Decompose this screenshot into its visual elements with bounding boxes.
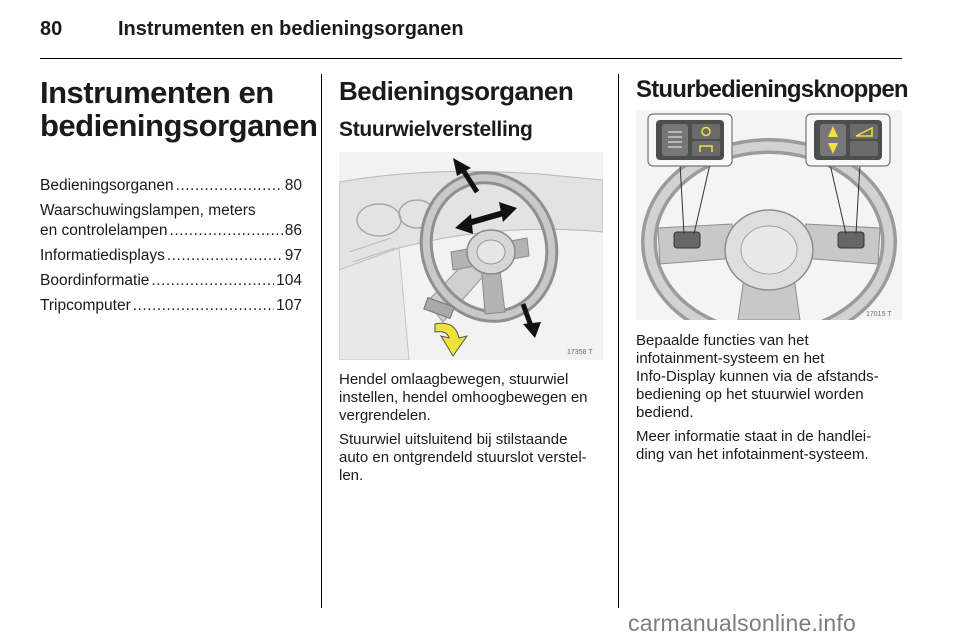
chapter-title-line: Instrumenten en <box>40 75 274 110</box>
toc-line <box>40 221 302 241</box>
text-line: Meer informatie staat in de handlei- <box>636 428 872 445</box>
column-divider <box>321 74 322 608</box>
figure-id: 17358 T <box>567 349 593 356</box>
text-line: len. <box>339 467 364 484</box>
paragraph <box>636 332 902 422</box>
column-divider <box>618 74 619 608</box>
steering-buttons-text <box>636 332 902 470</box>
toc-leader-dots <box>167 246 283 266</box>
chapter-title <box>40 75 318 143</box>
subsection-title: Stuurwielverstelling <box>339 118 533 141</box>
running-header-title: Instrumenten en bedieningsorganen <box>118 18 464 40</box>
toc-entry-title: Tripcomputer <box>40 297 131 314</box>
steering-adjustment-text <box>339 371 605 491</box>
toc-entry-page: 86 <box>284 222 302 239</box>
text-line: Info-Display kunnen via de afstands- <box>636 368 879 385</box>
toc-leader-dots <box>170 221 283 241</box>
toc-leader-dots <box>176 176 283 196</box>
chapter-title-line: bedieningsorganen <box>40 108 318 143</box>
toc-entry[interactable] <box>40 271 302 291</box>
toc-line <box>40 271 302 291</box>
toc-entry[interactable] <box>40 246 302 266</box>
text-line: bediend. <box>636 404 694 421</box>
toc-leader-dots <box>133 296 274 316</box>
figure-id: 17015 T <box>866 311 892 318</box>
paragraph <box>339 371 605 425</box>
toc-entry-title: Boordinformatie <box>40 272 150 289</box>
paragraph <box>636 428 902 464</box>
toc-entry-title: Bedieningsorganen <box>40 177 174 194</box>
text-line: Stuurwiel uitsluitend bij stilstaande <box>339 431 568 448</box>
toc-entry-page: 104 <box>276 272 302 289</box>
text-line: Bepaalde functies van het <box>636 332 809 349</box>
toc-entry-page: 80 <box>284 177 302 194</box>
toc-entry[interactable] <box>40 296 302 316</box>
toc-entry-page: 107 <box>276 297 302 314</box>
watermark: carmanualsonline.info <box>628 610 856 636</box>
page-number: 80 <box>40 18 63 40</box>
section-title: Bedieningsorganen <box>339 76 574 106</box>
text-line: ding van het infotainment-systeem. <box>636 446 869 463</box>
toc-entry-title: Informatiedisplays <box>40 247 165 264</box>
steering-wheel-buttons-illustration <box>636 110 902 320</box>
toc-line <box>40 296 302 316</box>
toc-entry[interactable] <box>40 201 302 241</box>
paragraph <box>339 431 605 485</box>
toc-entry-title: en controlelampen <box>40 222 168 239</box>
text-line: Hendel omlaagbewegen, stuurwiel <box>339 371 569 388</box>
section-title: Stuurbedieningsknoppen <box>636 76 908 103</box>
text-line: vergrendelen. <box>339 407 431 424</box>
text-line: bediening op het stuurwiel worden <box>636 386 864 403</box>
toc-entry-title: Waarschuwingslampen, meters <box>40 202 256 219</box>
text-line: instellen, hendel omhoogbewegen en <box>339 389 588 406</box>
text-line: auto en ontgrendeld stuurslot verstel- <box>339 449 587 466</box>
header-rule <box>40 58 902 59</box>
toc-leader-dots <box>151 271 274 291</box>
toc-entry[interactable] <box>40 176 302 196</box>
toc-line <box>40 176 302 196</box>
toc-line <box>40 246 302 266</box>
toc-entry-page: 97 <box>284 247 302 264</box>
table-of-contents <box>40 176 302 321</box>
text-line: infotainment-systeem en het <box>636 350 825 367</box>
steering-adjustment-illustration <box>339 152 603 360</box>
